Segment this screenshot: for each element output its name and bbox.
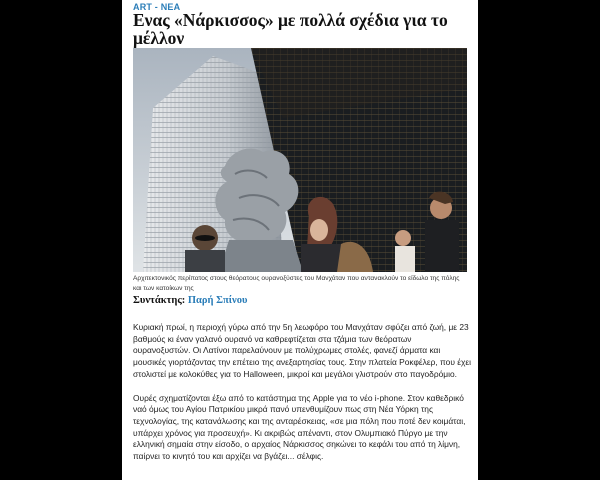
image-caption: Αρχιτεκτονικός περίπατος στους θεόρατους ουρανοξύστες του Μανχάταν που αντανακλούν το είδωλο της πόλης και των κατοίκων της bbox=[133, 275, 460, 292]
article-paragraph: Ουρές σχηματίζονται έξω από το κατάστημα της Apple για το νέο i-phone. Στον καθεδρικό ναό όμως του Αγίου Πατρικίου μικρά πανό υπενθυμίζουν πως στη Νέα Υόρκη της τεχνολογίας, της κατανάλωσης και της ανταρέσκειας, «σε μια πόλη που ποτέ δεν κοιμάται, υπάρχει χρόνος για προσευχή». Κι ακριβώς απέναντι, στον Ολυμπιακό Πύργο με την ελληνική σημαία στην είσοδο, ο αρχαίος Νάρκισσος σηκώνει το κεφάλι του από τη λίμνη, παίρνει το κινητό του και αρχίζει να βγάζει... σέλφις. bbox=[133, 392, 466, 462]
author-link[interactable]: Παρή Σπίνου bbox=[187, 295, 248, 306]
byline bbox=[133, 295, 247, 306]
byline-label: Συντάκτης: bbox=[133, 295, 186, 306]
article-page bbox=[122, 0, 478, 480]
article-photo bbox=[133, 48, 467, 272]
photo-illustration bbox=[133, 48, 467, 272]
article-title: Ενας «Νάρκισσος» με πολλά σχέδια για το μέλλον bbox=[133, 10, 448, 48]
article-paragraph: Κυριακή πρωί, η περιοχή γύρω από την 5η λεωφόρο του Μανχάταν σφύζει από ζωή, με 23 βαθμούς κι έναν γαλανό ουρανό να καθρεφτίζεται στα τζάμια των θεόρατων ουρανοξυστών. Οι Λατίνοι παρελαύνουν με πολύχρωμες στολές, φανεζί άρματα και μουσικές γιορτάζοντας την επέτειο της ανεξαρτησίας τους. Στην πλατεία Ροκφέλερ, που έχει στολιστεί με κολοκύθες για το Halloween, μικροί και μεγάλοι γλιστρούν στο παγοδρόμιο. bbox=[133, 322, 471, 379]
article-body bbox=[133, 322, 471, 475]
article-category[interactable]: ART - NEA bbox=[133, 2, 181, 12]
